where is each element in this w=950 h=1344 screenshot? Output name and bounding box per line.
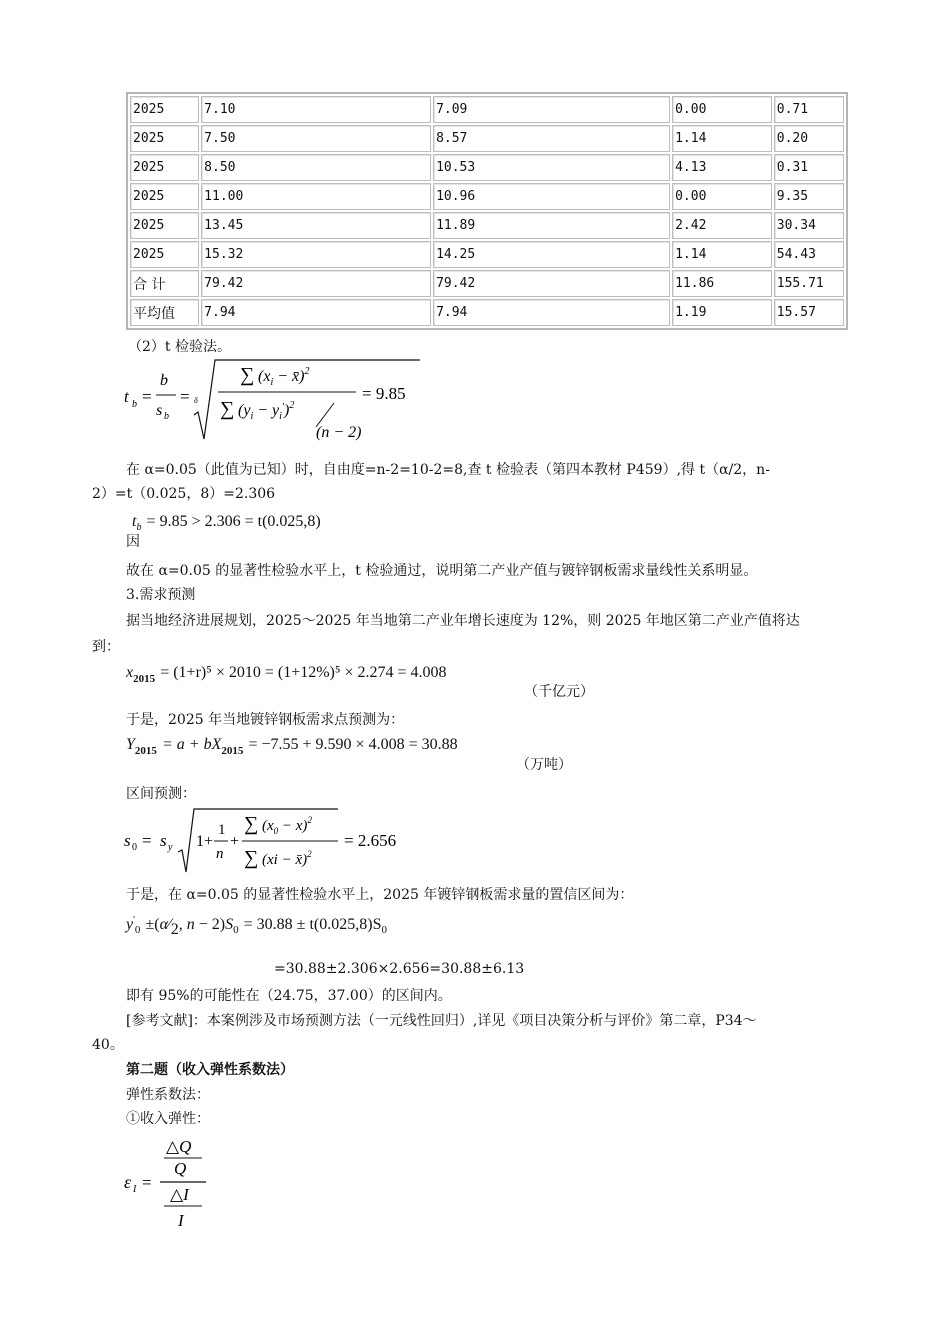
table-cell: 11.86 bbox=[672, 270, 772, 297]
svg-text:t: t bbox=[124, 387, 129, 406]
svg-text:=: = bbox=[142, 1173, 152, 1192]
table-cell: 7.09 bbox=[433, 96, 670, 123]
svg-text:∑: ∑ bbox=[244, 813, 259, 835]
table-cell: 1.19 bbox=[672, 299, 772, 326]
table-cell: 7.94 bbox=[433, 299, 670, 326]
svg-text:(n − 2): (n − 2) bbox=[316, 424, 362, 441]
svg-text:I: I bbox=[178, 1211, 184, 1230]
because-label: 因 bbox=[126, 534, 140, 550]
table-row bbox=[130, 125, 844, 152]
svg-text:b: b bbox=[160, 372, 168, 389]
y2015-formula: $Y_{2015} = a + bX_{2015} = -7.55 + 9.590 \times 4.008 = 30.88$ bbox=[126, 736, 458, 757]
table-cell: 15.57 bbox=[774, 299, 844, 326]
table-cell: 10.53 bbox=[433, 154, 670, 181]
table-cell: 1.14 bbox=[672, 241, 772, 268]
table-cell: 2.42 bbox=[672, 212, 772, 239]
svg-text:Q: Q bbox=[174, 1159, 187, 1178]
table-cell: 15.32 bbox=[201, 241, 431, 268]
t-value: = 9.85 bbox=[362, 384, 406, 403]
table-row bbox=[130, 154, 844, 181]
table-cell: 7.50 bbox=[201, 125, 431, 152]
svg-text:△Q: △Q bbox=[166, 1137, 192, 1156]
table-cell: 2025 bbox=[130, 241, 199, 268]
reference-line2: 40。 bbox=[92, 1037, 124, 1053]
svg-text:=: = bbox=[180, 387, 190, 406]
plan-paragraph-line1: 据当地经济进展规划，2025～2025 年当地第二产业年增长速度为 12%，则 2025 年地区第二产业产值将达 bbox=[126, 613, 800, 629]
svg-text:1+: 1+ bbox=[196, 833, 214, 850]
table-cell: 7.94 bbox=[201, 299, 431, 326]
svg-text:b: b bbox=[164, 411, 169, 422]
svg-text:y: y bbox=[168, 842, 173, 853]
svg-text:(yi − yi')2: $(y_i - y_i')^2$ bbox=[238, 400, 295, 422]
svg-text:n: n bbox=[216, 846, 224, 862]
table-row bbox=[130, 96, 844, 123]
confidence-intro: 于是，在 α=0.05 的显著性检验水平上，2025 年镀锌钢板需求量的置信区间为： bbox=[126, 887, 634, 903]
svg-text:I: I bbox=[133, 1184, 137, 1195]
table-cell: 0.00 bbox=[672, 183, 772, 210]
table-cell: 54.43 bbox=[774, 241, 844, 268]
svg-text:s: s bbox=[156, 402, 163, 419]
table-cell: 14.25 bbox=[433, 241, 670, 268]
table-cell: 10.96 bbox=[433, 183, 670, 210]
t-statistic-formula bbox=[120, 357, 420, 443]
unit-wandun: （万吨） bbox=[516, 757, 572, 773]
svg-text:1: 1 bbox=[218, 822, 226, 838]
interval-forecast-label: 区间预测： bbox=[126, 786, 196, 802]
svg-text:∑: ∑ bbox=[220, 398, 235, 420]
table-row bbox=[130, 183, 844, 210]
svg-text:=: = bbox=[142, 387, 152, 406]
plan-paragraph-line2: 到： bbox=[92, 639, 120, 655]
svg-text:(xi − x̄)2: ($x_i$ − x̄)$^2$ bbox=[258, 366, 310, 388]
svg-text:=: = bbox=[142, 831, 152, 850]
t-test-heading: （2）t 检验法。 bbox=[128, 339, 231, 355]
table-cell: 11.89 bbox=[433, 212, 670, 239]
svg-text:∑: ∑ bbox=[244, 847, 259, 869]
table-cell: 2025 bbox=[130, 183, 199, 210]
table-cell: 2025 bbox=[130, 125, 199, 152]
elasticity-method-label: 弹性系数法： bbox=[126, 1087, 210, 1103]
t-test-conclusion: 故在 α=0.05 的显著性检验水平上，t 检验通过，说明第二产业产值与镀锌钢板需求量线性关系明显。 bbox=[126, 563, 758, 579]
table-cell: 13.45 bbox=[201, 212, 431, 239]
svg-text:∑: ∑ bbox=[240, 364, 255, 386]
table-cell: 0.20 bbox=[774, 125, 844, 152]
s0-value: = 2.656 bbox=[344, 831, 397, 850]
section-demand-forecast: 3.需求预测 bbox=[126, 587, 196, 603]
table-cell: 9.35 bbox=[774, 183, 844, 210]
t-compare-formula: $t_b = 9.85 > 2.306 = t(0.025,8)$ bbox=[132, 513, 321, 533]
table-row bbox=[130, 270, 844, 297]
income-elasticity-label: ①收入弹性： bbox=[126, 1111, 210, 1127]
svg-text:(x0 − x)2: $(x_0 - x)^2$ bbox=[262, 815, 312, 836]
table-cell: 79.42 bbox=[433, 270, 670, 297]
table-cell: 30.34 bbox=[774, 212, 844, 239]
table-cell: 8.50 bbox=[201, 154, 431, 181]
table-row bbox=[130, 212, 844, 239]
table-row bbox=[130, 241, 844, 268]
svg-text:δ: δ bbox=[194, 396, 198, 405]
t-test-paragraph-line2: 2）=t（0.025，8）=2.306 bbox=[92, 486, 276, 502]
table-cell: 155.71 bbox=[774, 270, 844, 297]
probability-statement: 即有 95%的可能性在（24.75，37.00）的区间内。 bbox=[126, 988, 452, 1004]
svg-text:s: s bbox=[124, 831, 131, 850]
income-elasticity-formula bbox=[120, 1128, 240, 1236]
table-cell: 1.14 bbox=[672, 125, 772, 152]
table-row bbox=[130, 299, 844, 326]
table-cell: 0.31 bbox=[774, 154, 844, 181]
svg-text:0: 0 bbox=[132, 842, 137, 853]
svg-text:b: b bbox=[132, 399, 137, 410]
svg-text:+: + bbox=[230, 833, 240, 850]
svg-text:s: s bbox=[160, 831, 167, 850]
svg-text:△I: △I bbox=[170, 1185, 189, 1204]
table-cell: 2025 bbox=[130, 154, 199, 181]
confidence-formula: $y'_0$ ±(α⁄2, $n - 2)S_0 = 30.88 \pm t(0.025,8)S_0$ bbox=[126, 915, 387, 938]
x2015-formula: $x_{2015} = (1+r)^5 \times 2010 = (1+12\%)^5 \times 2.274 = 4.008$ bbox=[126, 664, 447, 685]
table-cell: 7.10 bbox=[201, 96, 431, 123]
confidence-calculation: =30.88±2.306×2.656=30.88±6.13 bbox=[274, 961, 525, 977]
point-forecast-intro: 于是，2025 年当地镀锌钢板需求点预测为： bbox=[126, 712, 405, 728]
unit-qianyi: （千亿元） bbox=[524, 684, 594, 700]
s0-formula bbox=[120, 806, 420, 878]
table-cell: 2025 bbox=[130, 212, 199, 239]
t-test-paragraph-line1: 在 α=0.05（此值为已知）时，自由度=n-2=10-2=8,查 t 检验表（第四本教材 P459）,得 t（α/2，n- bbox=[126, 462, 770, 478]
table-cell: 0.71 bbox=[774, 96, 844, 123]
svg-text:ε: ε bbox=[124, 1172, 132, 1192]
regression-table bbox=[126, 92, 848, 330]
table-cell: 8.57 bbox=[433, 125, 670, 152]
table-cell: 79.42 bbox=[201, 270, 431, 297]
table-cell: 2025 bbox=[130, 96, 199, 123]
table-cell: 11.00 bbox=[201, 183, 431, 210]
svg-text:(xi − x̄)2: (xi − x̄)$^2$ bbox=[262, 849, 312, 868]
table-cell: 合 计 bbox=[130, 270, 199, 297]
table-cell: 平均值 bbox=[130, 299, 199, 326]
question2-heading: 第二题（收入弹性系数法） bbox=[126, 1062, 294, 1078]
table-cell: 0.00 bbox=[672, 96, 772, 123]
table-cell: 4.13 bbox=[672, 154, 772, 181]
reference-line1: [参考文献]：本案例涉及市场预测方法（一元线性回归）,详见《项目决策分析与评价》第二章，P34～ bbox=[126, 1013, 757, 1029]
